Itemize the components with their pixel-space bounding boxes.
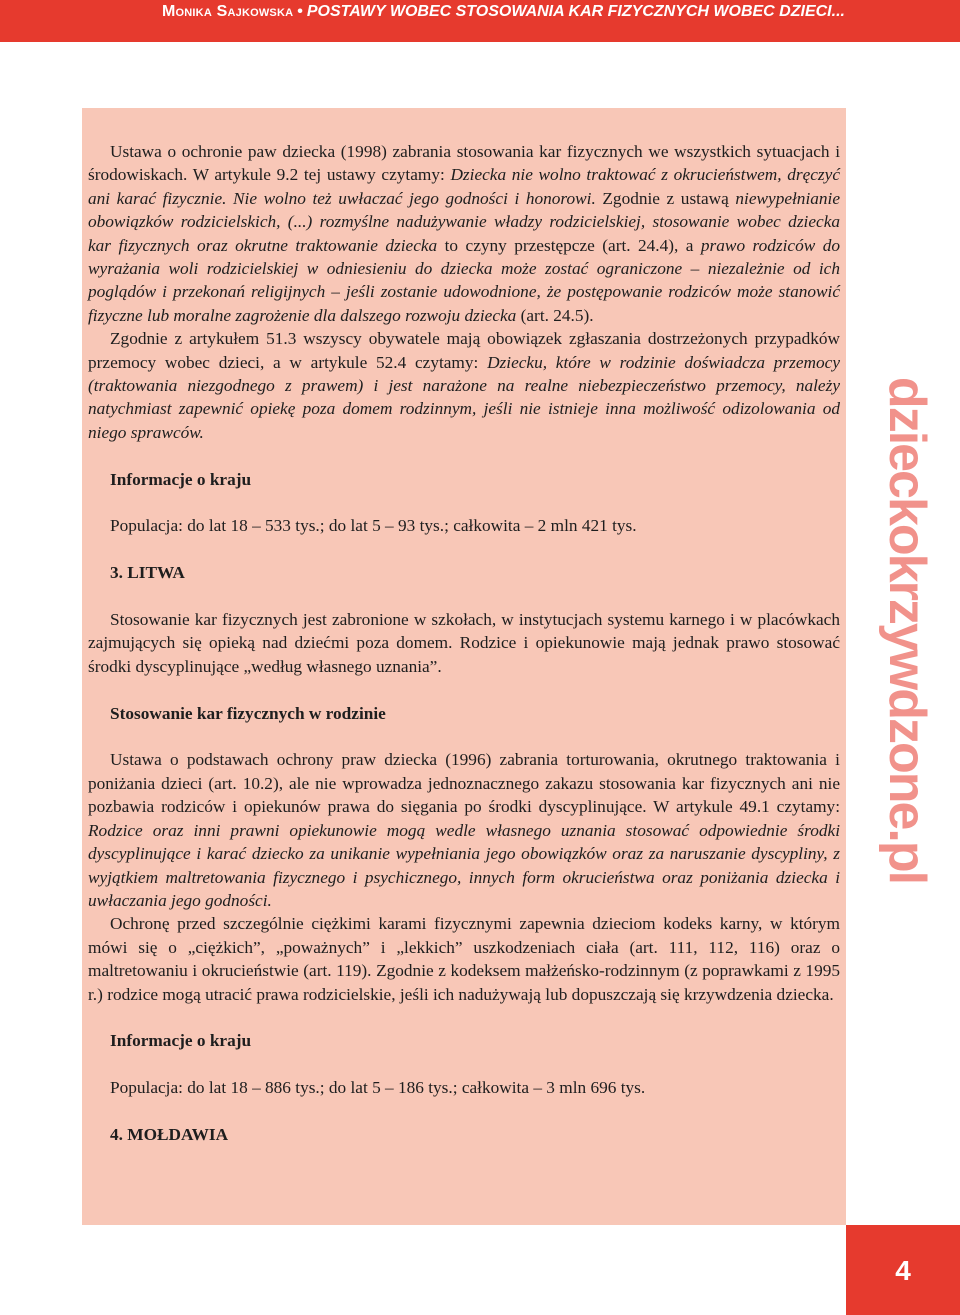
paragraph-ustawa-1998 [88, 140, 840, 327]
header-bar [0, 0, 960, 42]
running-header [162, 0, 845, 24]
text-run: Ustawa o ochronie paw dziecka (1998) zabrania stosowania kar fizycznych we wszystkich sytuacjach i środowiskach. W artykule 9.2 tej ustawy czytamy: [88, 142, 840, 185]
quote-run: niewypełnianie obowiązków rodzicielskich, (...) rozmyślne nadużywanie władzy rodzicielskiej, stosowanie wobec dziecka kar fizycznych oraz okrutne traktowanie dziecka [88, 188, 841, 255]
quote-run: Dziecku, które w rodzinie doświadcza przemocy (traktowania niezgodnego z prawem) i jest narażone na realne niebezpieczeństwo przemocy, należy natychmiast zapewnić opiekę poza domem rodzinnym, jeśli nie istnieje inna możliwość odizolowania od niego sprawców. [88, 352, 840, 442]
paragraph-litwa-intro: Stosowanie kar fizycznych jest zabronione w szkołach, w instytucjach systemu karnego i w placówkach zajmujących się opieką nad dziećmi poza domem. Rodzice i opiekunowie mają jednak prawo stosować środki dyscyplinujące „według własnego uznania”. [88, 610, 840, 676]
info-heading: Informacje o kraju [110, 1031, 252, 1051]
quote-run: Dziecka nie wolno traktować z okrucieństwem, dręczyć ani karać fizycznie. Nie wolno też uwłaczać jego godności i honorowi. [88, 165, 840, 208]
quote-run: prawo rodziców do wyrażania woli rodzicielskiej w odniesieniu do dziecka może zostać ograniczone – niezależnie od ich poglądów i przekonań religijnych – jeśli zostanie udowodnione, że postępowanie rodziców może stanowić fizyczne lub moralne zagrożenie dla dalszego rozwoju dziecka [88, 235, 840, 325]
population-line: Populacja: do lat 18 – 886 tys.; do lat 5 – 186 tys.; całkowita – 3 mln 696 tys. [110, 1078, 646, 1098]
page-number-box [846, 1225, 960, 1315]
text-run: Zgodnie z ustawą [595, 188, 736, 208]
text-run: Zgodnie z artykułem 51.3 wszyscy obywatele mają obowiązek zgłaszania dostrzeżonych przypadków przemocy wobec dzieci, a w artykule 52.4 czytamy: [88, 329, 840, 372]
header-title: POSTAWY WOBEC STOSOWANIA KAR FIZYCZNYCH WOBEC DZIECI... [306, 3, 845, 20]
section-heading-moldawia: 4. MOŁDAWIA [110, 1124, 229, 1144]
header-bullet: • [297, 3, 303, 20]
text-run: Ustawa o podstawach ochrony praw dziecka (1996) zabrania torturowania, okrutnego traktowania i poniżania dzieci (art. 10.2), ale nie wprowadza jednoznacznego zakazu stosowania kar fizycznych ani nie pozbawia rodziców i opiekunów prawa do sięgania po środki dyscyplinujące. W artykule 49.1 czytamy: [88, 750, 840, 817]
paragraph-kodeks-karny: Ochronę przed szczególnie ciężkimi karami fizycznymi zapewnia dzieciom kodeks karny, w którym mówi się o „ciężkich”, „poważnych” i „lekkich” uszkodzeniach ciała (art. 111, 112, 116) oraz o maltretowaniu i okrucieństwie (art. 119). Zgodnie z kodeksem małżeńsko-rodzinnym (z poprawkami z 1995 r.) rodzice mogą utracić prawa rodzicielskie, jeśli ich nadużywają lub dopuszczają się krzywdzenia dziecka. [88, 914, 840, 1004]
text-run: to czyny przestępcze (art. 24.4), a [437, 235, 701, 255]
info-heading: Informacje o kraju [110, 469, 252, 489]
paragraph-ustawa-1996 [88, 748, 840, 912]
section-heading-litwa: 3. LITWA [110, 563, 185, 583]
header-author: Monika Sajkowska [162, 3, 294, 20]
population-line: Populacja: do lat 18 – 533 tys.; do lat 5 – 93 tys.; całkowita – 2 mln 421 tys. [110, 516, 637, 536]
watermark-text: dzieckokrzywdzone.pl [878, 376, 937, 884]
paragraph-artykul-51 [88, 327, 840, 444]
page-number: 4 [895, 1255, 911, 1286]
subheading-family: Stosowanie kar fizycznych w rodzinie [110, 703, 386, 723]
site-watermark [872, 376, 942, 884]
article-body [88, 140, 840, 1146]
quote-run: Rodzice oraz inni prawni opiekunowie mogą wedle własnego uznania stosować odpowiednie środki dyscyplinujące i karać dziecko za unikanie wypełniania jego obowiązków oraz za naruszanie dyscypliny, z wyjątkiem maltretowania fizycznego i psychicznego, innych form okrucieństwa oraz poniżania dziecka i uwłaczania jego godności. [88, 820, 840, 910]
text-run: (art. 24.5). [516, 305, 594, 325]
